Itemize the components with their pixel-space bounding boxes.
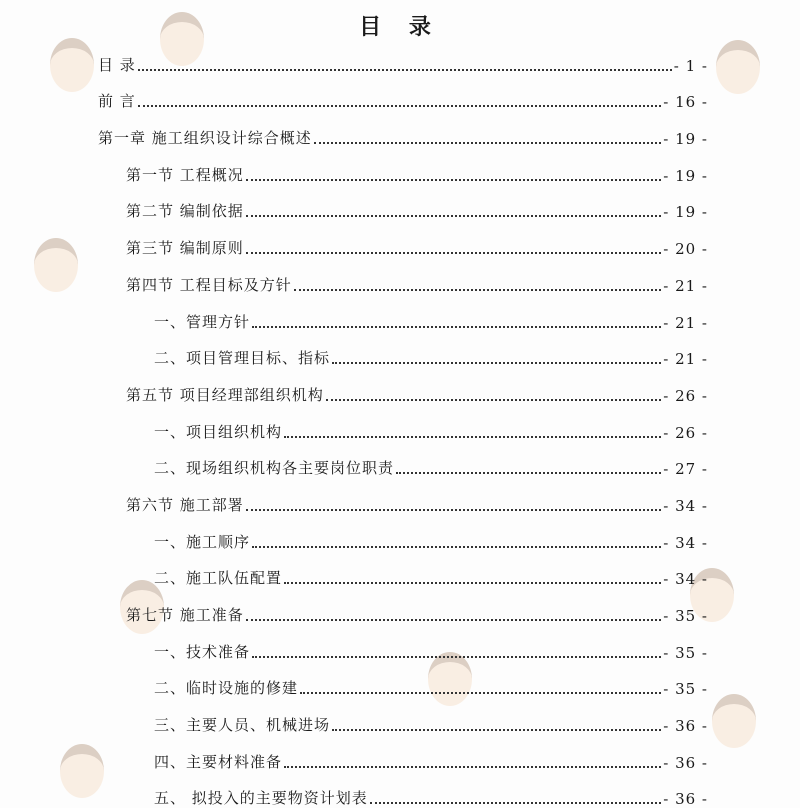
toc-entry[interactable] xyxy=(98,698,708,735)
toc-entry-page: - 19 - xyxy=(663,166,708,185)
toc-entry-label: 第六节 施工部署 xyxy=(126,495,244,514)
toc-leader-dots xyxy=(326,399,661,401)
toc-entry-label: 一、施工顺序 xyxy=(154,532,251,551)
toc-leader-dots xyxy=(284,582,661,584)
toc-entry[interactable] xyxy=(98,368,708,405)
toc-entry[interactable] xyxy=(98,75,708,112)
toc-entry[interactable] xyxy=(98,38,708,75)
toc-entry-label: 一、管理方针 xyxy=(154,312,251,331)
toc-entry-label: 二、施工队伍配置 xyxy=(154,569,283,588)
table-of-contents xyxy=(98,38,708,808)
toc-entry-label: 五、 拟投入的主要物资计划表 xyxy=(154,789,368,808)
toc-entry-page: - 1 - xyxy=(673,56,708,75)
page-title: 目 录 xyxy=(359,14,441,40)
toc-entry-label: 前 言 xyxy=(98,92,136,111)
toc-entry[interactable] xyxy=(98,625,708,662)
toc-entry[interactable] xyxy=(98,588,708,625)
toc-entry[interactable] xyxy=(98,515,708,552)
toc-entry[interactable] xyxy=(98,405,708,442)
toc-entry-page: - 26 - xyxy=(663,386,708,405)
toc-leader-dots xyxy=(138,105,661,107)
toc-entry-page: - 34 - xyxy=(663,570,708,589)
toc-entry-page: - 34 - xyxy=(663,496,708,515)
toc-entry-label: 第一章 施工组织设计综合概述 xyxy=(98,129,312,148)
toc-leader-dots xyxy=(332,729,661,731)
toc-entry-page: - 21 - xyxy=(663,350,708,369)
toc-entry-page: - 19 - xyxy=(663,203,708,222)
toc-entry-label: 第五节 项目经理部组织机构 xyxy=(126,385,324,404)
toc-leader-dots xyxy=(246,619,661,621)
toc-leader-dots xyxy=(396,472,661,474)
toc-entry-page: - 35 - xyxy=(663,607,708,625)
toc-entry[interactable] xyxy=(98,478,708,515)
toc-leader-dots xyxy=(332,362,661,364)
toc-leader-dots xyxy=(138,69,672,71)
toc-entry-page: - 34 - xyxy=(663,533,708,552)
toc-leader-dots xyxy=(246,215,661,217)
toc-entry[interactable] xyxy=(98,258,708,295)
toc-entry[interactable] xyxy=(98,221,708,258)
toc-leader-dots xyxy=(246,252,661,254)
toc-entry-label: 三、主要人员、机械进场 xyxy=(154,716,331,735)
toc-entry-label: 第三节 编制原则 xyxy=(126,239,244,258)
toc-entry-page: - 36 - xyxy=(663,753,708,772)
toc-entry-page: - 27 - xyxy=(663,460,708,479)
toc-entry-label: 目 录 xyxy=(98,55,136,74)
toc-entry-label: 一、技术准备 xyxy=(154,642,251,661)
toc-entry[interactable] xyxy=(98,772,708,808)
toc-entry-label: 第二节 编制依据 xyxy=(126,202,244,221)
watermark-avatar-icon xyxy=(716,40,760,94)
watermark-avatar-icon xyxy=(34,238,78,292)
toc-entry[interactable] xyxy=(98,185,708,222)
toc-entry-label: 第四节 工程目标及方针 xyxy=(126,275,292,294)
toc-entry-page: - 21 - xyxy=(663,276,708,295)
toc-entry-label: 二、临时设施的修建 xyxy=(154,679,299,698)
toc-leader-dots xyxy=(252,656,661,658)
toc-entry-page: - 35 - xyxy=(663,680,708,699)
toc-leader-dots xyxy=(284,436,661,438)
toc-leader-dots xyxy=(300,692,661,694)
watermark-avatar-icon xyxy=(50,38,94,92)
toc-entry[interactable] xyxy=(98,442,708,479)
toc-leader-dots xyxy=(252,546,661,548)
toc-entry-label: 二、现场组织机构各主要岗位职责 xyxy=(154,459,395,478)
toc-entry-page: - 21 - xyxy=(663,313,708,332)
toc-entry-page: - 26 - xyxy=(663,423,708,442)
toc-entry[interactable] xyxy=(98,148,708,185)
toc-entry-page: - 36 - xyxy=(663,790,708,808)
toc-entry-label: 第七节 施工准备 xyxy=(126,606,244,624)
toc-entry-page: - 20 - xyxy=(663,240,708,259)
toc-leader-dots xyxy=(246,509,661,511)
toc-leader-dots xyxy=(370,802,661,804)
toc-entry[interactable] xyxy=(98,662,708,699)
toc-leader-dots xyxy=(284,766,661,768)
toc-leader-dots xyxy=(246,179,661,181)
toc-entry-label: 二、项目管理目标、指标 xyxy=(154,349,331,368)
toc-entry-label: 一、项目组织机构 xyxy=(154,422,283,441)
toc-entry-label: 四、主要材料准备 xyxy=(154,752,283,771)
toc-entry[interactable] xyxy=(98,332,708,369)
toc-entry[interactable] xyxy=(98,111,708,148)
toc-entry[interactable] xyxy=(98,735,708,772)
toc-entry-page: - 19 - xyxy=(663,130,708,149)
watermark-avatar-icon xyxy=(712,694,756,748)
toc-leader-dots xyxy=(314,142,661,144)
toc-entry-page: - 16 - xyxy=(663,93,708,112)
toc-entry-page: - 36 - xyxy=(663,717,708,736)
toc-leader-dots xyxy=(252,326,661,328)
toc-entry-page: - 35 - xyxy=(663,643,708,662)
toc-entry[interactable] xyxy=(98,295,708,332)
toc-entry-label: 第一节 工程概况 xyxy=(126,165,244,184)
toc-entry[interactable] xyxy=(98,552,708,589)
toc-leader-dots xyxy=(294,289,661,291)
